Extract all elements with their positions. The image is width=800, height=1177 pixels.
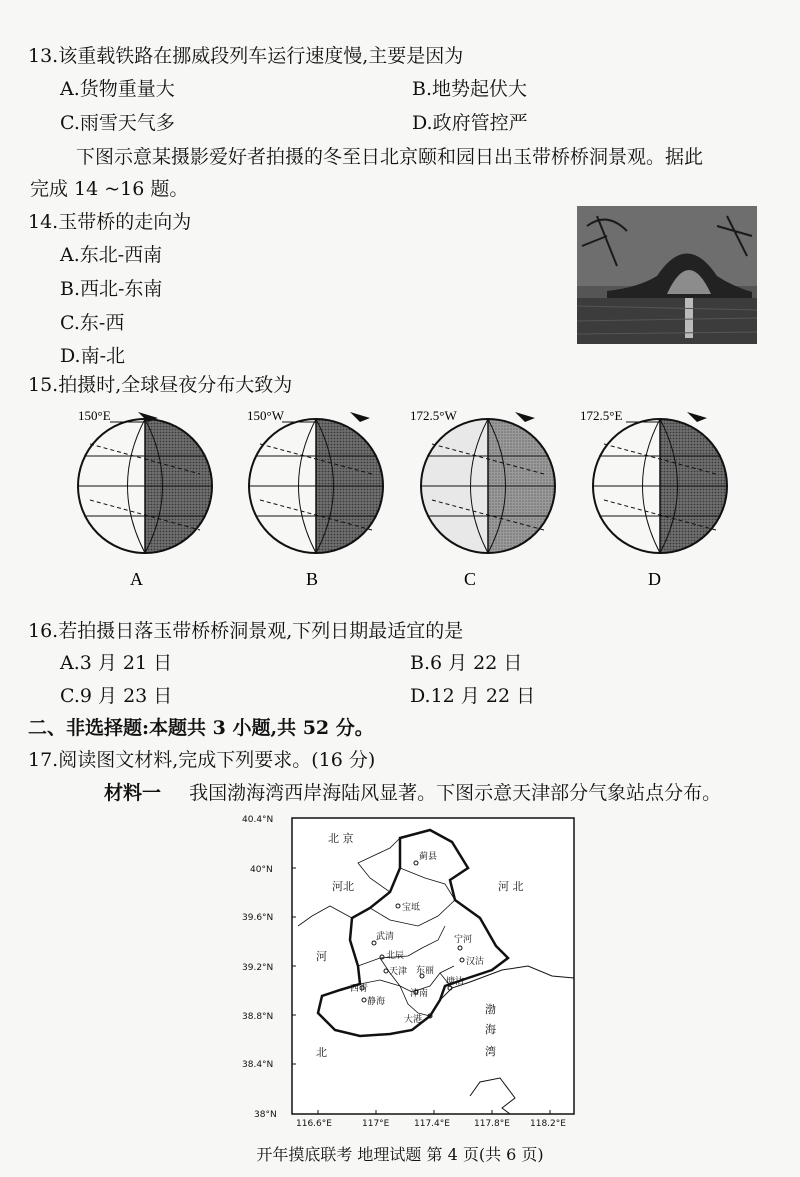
lon-label: 117°E (362, 1119, 390, 1128)
q13-option-b[interactable]: B.地势起伏大 (412, 78, 528, 100)
globe-options (60, 404, 760, 604)
region-label-hebei-inner: 河北 (332, 880, 354, 893)
q16-stem: 16.若拍摄日落玉带桥桥洞景观,下列日期最适宜的是 (28, 620, 464, 642)
material-text: 我国渤海湾西岸海陆风显著。下图示意天津部分气象站点分布。 (189, 782, 722, 804)
region-label-bei: 北 (316, 1046, 327, 1059)
q16-option-b[interactable]: B.6 月 22 日 (410, 652, 523, 674)
jade-belt-bridge-photo (577, 206, 757, 344)
globe-c[interactable] (421, 412, 555, 553)
globe-b[interactable] (249, 412, 383, 553)
q13-option-d[interactable]: D.政府管控严 (412, 112, 528, 134)
q14-option-c[interactable]: C.东-西 (60, 312, 125, 334)
lon-label: 116.6°E (296, 1119, 332, 1128)
globe-b-letter[interactable]: B (306, 569, 319, 589)
station-label: 西青 (350, 984, 369, 994)
station-label: 汉沽 (466, 957, 485, 967)
q14-option-b[interactable]: B.西北-东南 (60, 278, 163, 300)
lon-label: 117.4°E (414, 1119, 450, 1128)
station-label: 塘沽 (446, 977, 465, 987)
q13-option-c[interactable]: C.雨雪天气多 (60, 112, 175, 134)
region-label-bo: 渤 (485, 1003, 496, 1016)
station-label: 大港 (404, 1015, 423, 1025)
lat-label: 38.8°N (242, 1012, 274, 1022)
globe-c-meridian: 172.5°W (410, 408, 457, 423)
lat-label: 39.6°N (242, 913, 274, 923)
q14-option-d[interactable]: D.南-北 (60, 345, 126, 367)
intro-line-2: 完成 14 ~16 题。 (30, 178, 189, 200)
q14-option-a[interactable]: A.东北-西南 (60, 244, 163, 266)
lon-label: 118.2°E (530, 1119, 566, 1128)
globe-a-letter[interactable]: A (130, 569, 143, 589)
globe-d-letter[interactable]: D (648, 569, 661, 589)
globe-a-meridian: 150°E (78, 408, 111, 423)
q15-stem: 15.拍摄时,全球昼夜分布大致为 (28, 374, 293, 396)
region-label-beijing: 北 京 (328, 832, 354, 845)
station-label: 静海 (367, 997, 386, 1007)
region-label-hai: 海 (485, 1023, 496, 1036)
lat-label: 39.2°N (242, 963, 274, 973)
region-label-hebei-east: 河 北 (498, 880, 524, 893)
q13-option-a[interactable]: A.货物重量大 (60, 78, 175, 100)
q16-option-c[interactable]: C.9 月 23 日 (60, 685, 173, 707)
lon-label: 117.8°E (474, 1119, 510, 1128)
station-label: 蓟县 (419, 852, 438, 862)
q16-option-a[interactable]: A.3 月 21 日 (60, 652, 173, 674)
q14-stem: 14.玉带桥的走向为 (28, 211, 192, 233)
q17-stem: 17.阅读图文材料,完成下列要求。(16 分) (28, 749, 376, 771)
station-label: 东丽 (416, 966, 435, 976)
lat-label: 38°N (254, 1110, 277, 1120)
lat-label: 38.4°N (242, 1060, 274, 1070)
lat-label: 40°N (250, 865, 273, 875)
globe-d[interactable] (593, 412, 727, 553)
globe-c-letter[interactable]: C (464, 569, 477, 589)
station-label: 北辰 (386, 951, 405, 961)
station-label: 天津 (389, 967, 408, 977)
globe-d-meridian: 172.5°E (580, 408, 623, 423)
station-label: 武清 (376, 932, 395, 942)
globe-a[interactable] (78, 412, 212, 553)
intro-line-1: 下图示意某摄影爱好者拍摄的冬至日北京颐和园日出玉带桥桥洞景观。据此 (76, 146, 704, 168)
section-heading: 二、非选择题:本题共 3 小题,共 52 分。 (28, 717, 374, 739)
globe-b-meridian: 150°W (247, 408, 284, 423)
q16-option-d[interactable]: D.12 月 22 日 (410, 685, 536, 707)
q13-stem: 13.该重载铁路在挪威段列车运行速度慢,主要是因为 (28, 45, 464, 67)
station-label: 津南 (410, 989, 429, 999)
material-label: 材料一 (104, 782, 162, 804)
region-label-he: 河 (316, 950, 327, 963)
station-label: 宁河 (454, 935, 473, 945)
station-label: 宝坻 (402, 903, 421, 913)
lat-label: 40.4°N (242, 815, 274, 825)
page-footer: 开年摸底联考 地理试题 第 4 页(共 6 页) (256, 1145, 544, 1164)
region-label-wan: 湾 (485, 1045, 496, 1058)
tianjin-station-map (240, 808, 600, 1128)
